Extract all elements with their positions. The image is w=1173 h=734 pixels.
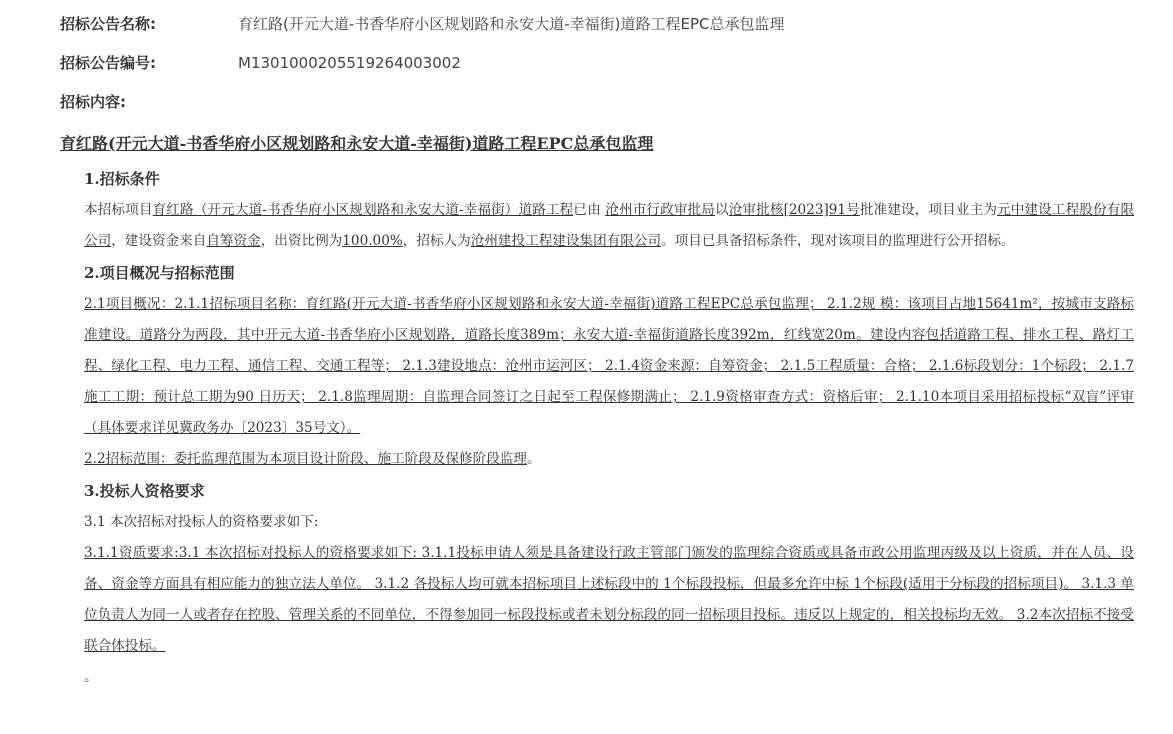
project-owner: 元中建设工程股份有限公司 <box>84 202 1135 249</box>
text-run: 。项目已具备招标条件，现对该项目的监理进行公开招标。 <box>661 233 1015 249</box>
tender-scope-paragraph <box>84 444 1134 475</box>
fund-ratio: 100.00% <box>342 233 403 249</box>
text-run: 批准建设，项目业主为 <box>859 202 998 218</box>
text-run: ，招标人为 <box>402 233 471 249</box>
section-heading-project-overview: 2.项目概况与招标范围 <box>84 264 235 282</box>
announcement-content-label: 招标内容: <box>60 93 126 111</box>
project-name: 育红路（开元大道-书香华府小区规划路和永安大道-幸福街）道路工程 <box>152 202 574 218</box>
text-run: ，出资比例为 <box>260 233 343 249</box>
text-run: ，建设资金来自 <box>111 233 207 249</box>
qualification-requirements-paragraph <box>84 538 1134 662</box>
announcement-name-label: 招标公告名称: <box>60 15 156 33</box>
qualification-requirements-text: 3.1.1资质要求:3.1 本次招标对投标人的资格要求如下: 3.1.1投标申请人须是具备建设行政主管部门颁发的监理综合资质或具备市政公用监理丙级及以上资质，并在人员、设备、资金等方面具有相应能力的独立法人单位。 3.1.2 各投标人均可就本招标项目上述标段中的 1个标段投标，但最多允许中标 1个标段(适用于分标段的招标项目)。 3.1.3 单位负责人为同一人或者存在控股、管理关系的不同单位，不得参加同一标段投标或者未划分标段的同一招标项目投标。违反以上规定的，相关投标均无效。 3.2本次招标不接受联合体投标。 <box>84 545 1134 654</box>
fund-source: 自筹资金 <box>206 233 261 249</box>
tender-conditions-paragraph <box>84 195 1134 257</box>
announcement-code-value: M1301000205519264003002 <box>238 54 461 72</box>
project-overview-text: 2.1项目概况：2.1.1招标项目名称：育红路(开元大道-书香华府小区规划路和永安大道-幸福街)道路工程EPC总承包监理； 2.1.2规 模：该项目占地15641m²，按城市支路标准建设。道路分为两段，其中开元大道-书香华府小区规划路，道路长度389m；永安大道-幸福街道路长度392m，红线宽20m。建设内容包括道路工程、排水工程、路灯工程、绿化工程、电力工程、通信工程、交通工程等； 2.1.3建设地点：沧州市运河区； 2.1.4资金来源：自筹资金； 2.1.5工程质量：合格； 2.1.6标段划分：1个标段； 2.1.7施工工期：预计总工期为90 日历天； 2.1.8监理周期：自监理合同签订之日起至工程保修期满止； 2.1.9资格审查方式：资格后审； 2.1.10本项目采用招标投标“双盲”评审（具体要求详见冀政务办〔2023〕35号文）。 <box>84 296 1134 436</box>
document-body <box>84 163 1134 693</box>
announcement-name-row <box>60 14 785 34</box>
approval-number: 沧审批核[2023]91号 <box>728 202 860 218</box>
approval-authority: 沧州市行政审批局 <box>605 202 715 218</box>
text-run: 已由 <box>573 202 606 218</box>
tender-scope-text: 2.2招标范围：委托监理范围为本项目设计阶段、施工阶段及保修阶段监理 <box>84 451 528 467</box>
announcement-code-row <box>60 53 461 73</box>
section-heading-bidder-qualification: 3.投标人资格要求 <box>84 482 205 500</box>
text-run: 。 <box>527 451 541 467</box>
section-heading-tender-conditions: 1.招标条件 <box>84 170 160 188</box>
project-overview-paragraph <box>84 289 1134 444</box>
tenderer-name: 沧州建投工程建设集团有限公司 <box>470 233 662 249</box>
announcement-content-row <box>60 92 238 112</box>
announcement-code-label: 招标公告编号: <box>60 54 156 72</box>
text-run: 本招标项目 <box>84 202 153 218</box>
announcement-name-value: 育红路(开元大道-书香华府小区规划路和永安大道-幸福街)道路工程EPC总承包监理 <box>238 15 785 33</box>
document-title: 育红路(开元大道-书香华府小区规划路和永安大道-幸福街)道路工程EPC总承包监理 <box>60 134 654 153</box>
trailing-period: 。 <box>84 669 98 685</box>
qualification-intro: 3.1 本次招标对投标人的资格要求如下: <box>84 514 319 530</box>
text-run: 以 <box>715 202 729 218</box>
